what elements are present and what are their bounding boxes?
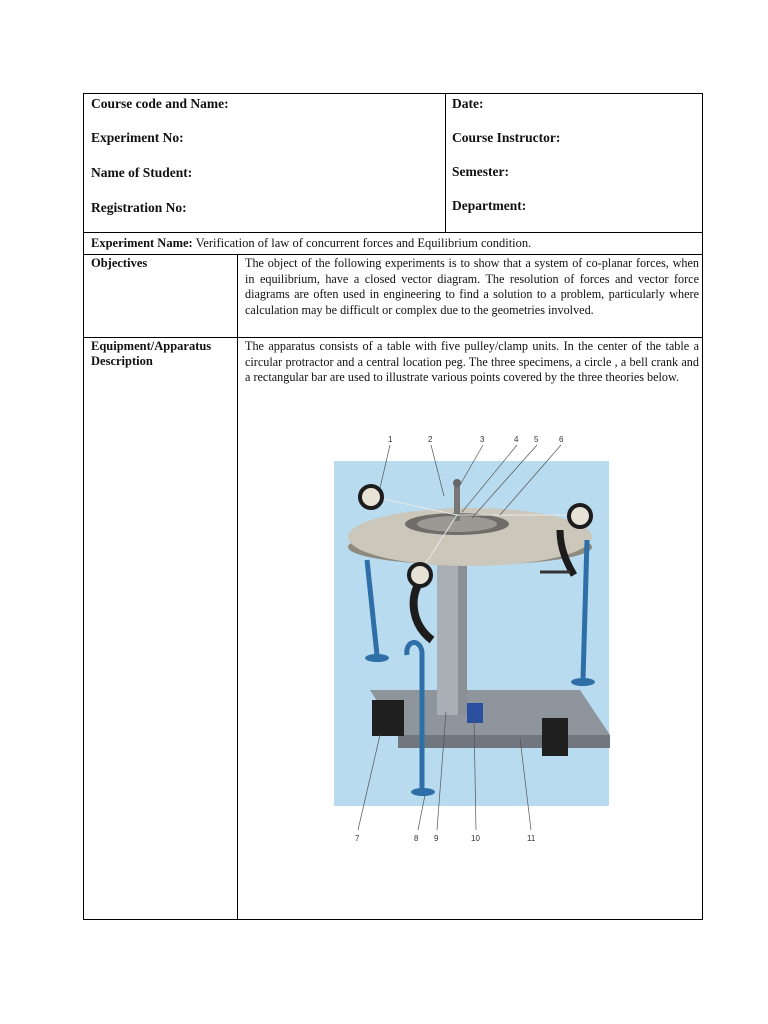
student-name-label: Name of Student: [91,165,193,180]
pulley-left [360,486,382,508]
callout-5: 5 [534,435,539,444]
maker-label-plate [467,703,483,723]
callout-4: 4 [514,435,519,444]
base-frame-side [398,735,610,748]
objectives-label: Objectives [91,256,148,270]
callout-11: 11 [527,834,536,843]
equipment-text: The apparatus consists of a table with five pulley/clamp units. In the center of the table a circular protractor and a central location peg. The three specimens, a circle , a bell crank and a rectangular bar are used to illustrate various points covered by the three theories below. [245,339,699,385]
hanger-front-base [411,788,435,796]
callout-1: 1 [388,435,393,444]
objectives-text: The object of the following experiments is to show that a system of co-planar forces, when in equilibrium, have a closed vector diagram. The resolution of forces and vector force diagrams are often used in engineering to find a solution to a problem, particularly where calculation may be difficult or complex due to the geometries involved. [245,256,699,317]
pulley-front [409,564,431,586]
callout-7: 7 [355,834,360,843]
column-shade [458,565,467,715]
semester-label: Semester: [452,164,509,179]
foot-right [542,718,568,756]
base-frame [370,690,610,735]
experiment-name-label: Experiment Name: [91,236,193,250]
peg-knob [453,479,461,487]
experiment-no-label: Experiment No: [91,130,184,145]
hanger-left-base [365,654,389,662]
department-label: Department: [452,198,527,213]
callout-10: 10 [471,834,480,843]
registration-no-label: Registration No: [91,200,187,215]
callout-6: 6 [559,435,564,444]
instructor-label: Course Instructor: [452,130,561,145]
hanger-right-base [571,678,595,686]
experiment-name-value: Verification of law of concurrent forces and Equilibrium condition. [195,236,532,250]
date-label: Date: [452,96,484,111]
foot-left [372,700,404,736]
callout-3: 3 [480,435,485,444]
callout-9: 9 [434,834,439,843]
callout-8: 8 [414,834,419,843]
course-code-label: Course code and Name: [91,96,229,111]
equipment-label-line2: Description [91,354,153,368]
callout-2: 2 [428,435,433,444]
pulley-right [569,505,591,527]
equipment-label-line1: Equipment/Apparatus [91,339,212,353]
